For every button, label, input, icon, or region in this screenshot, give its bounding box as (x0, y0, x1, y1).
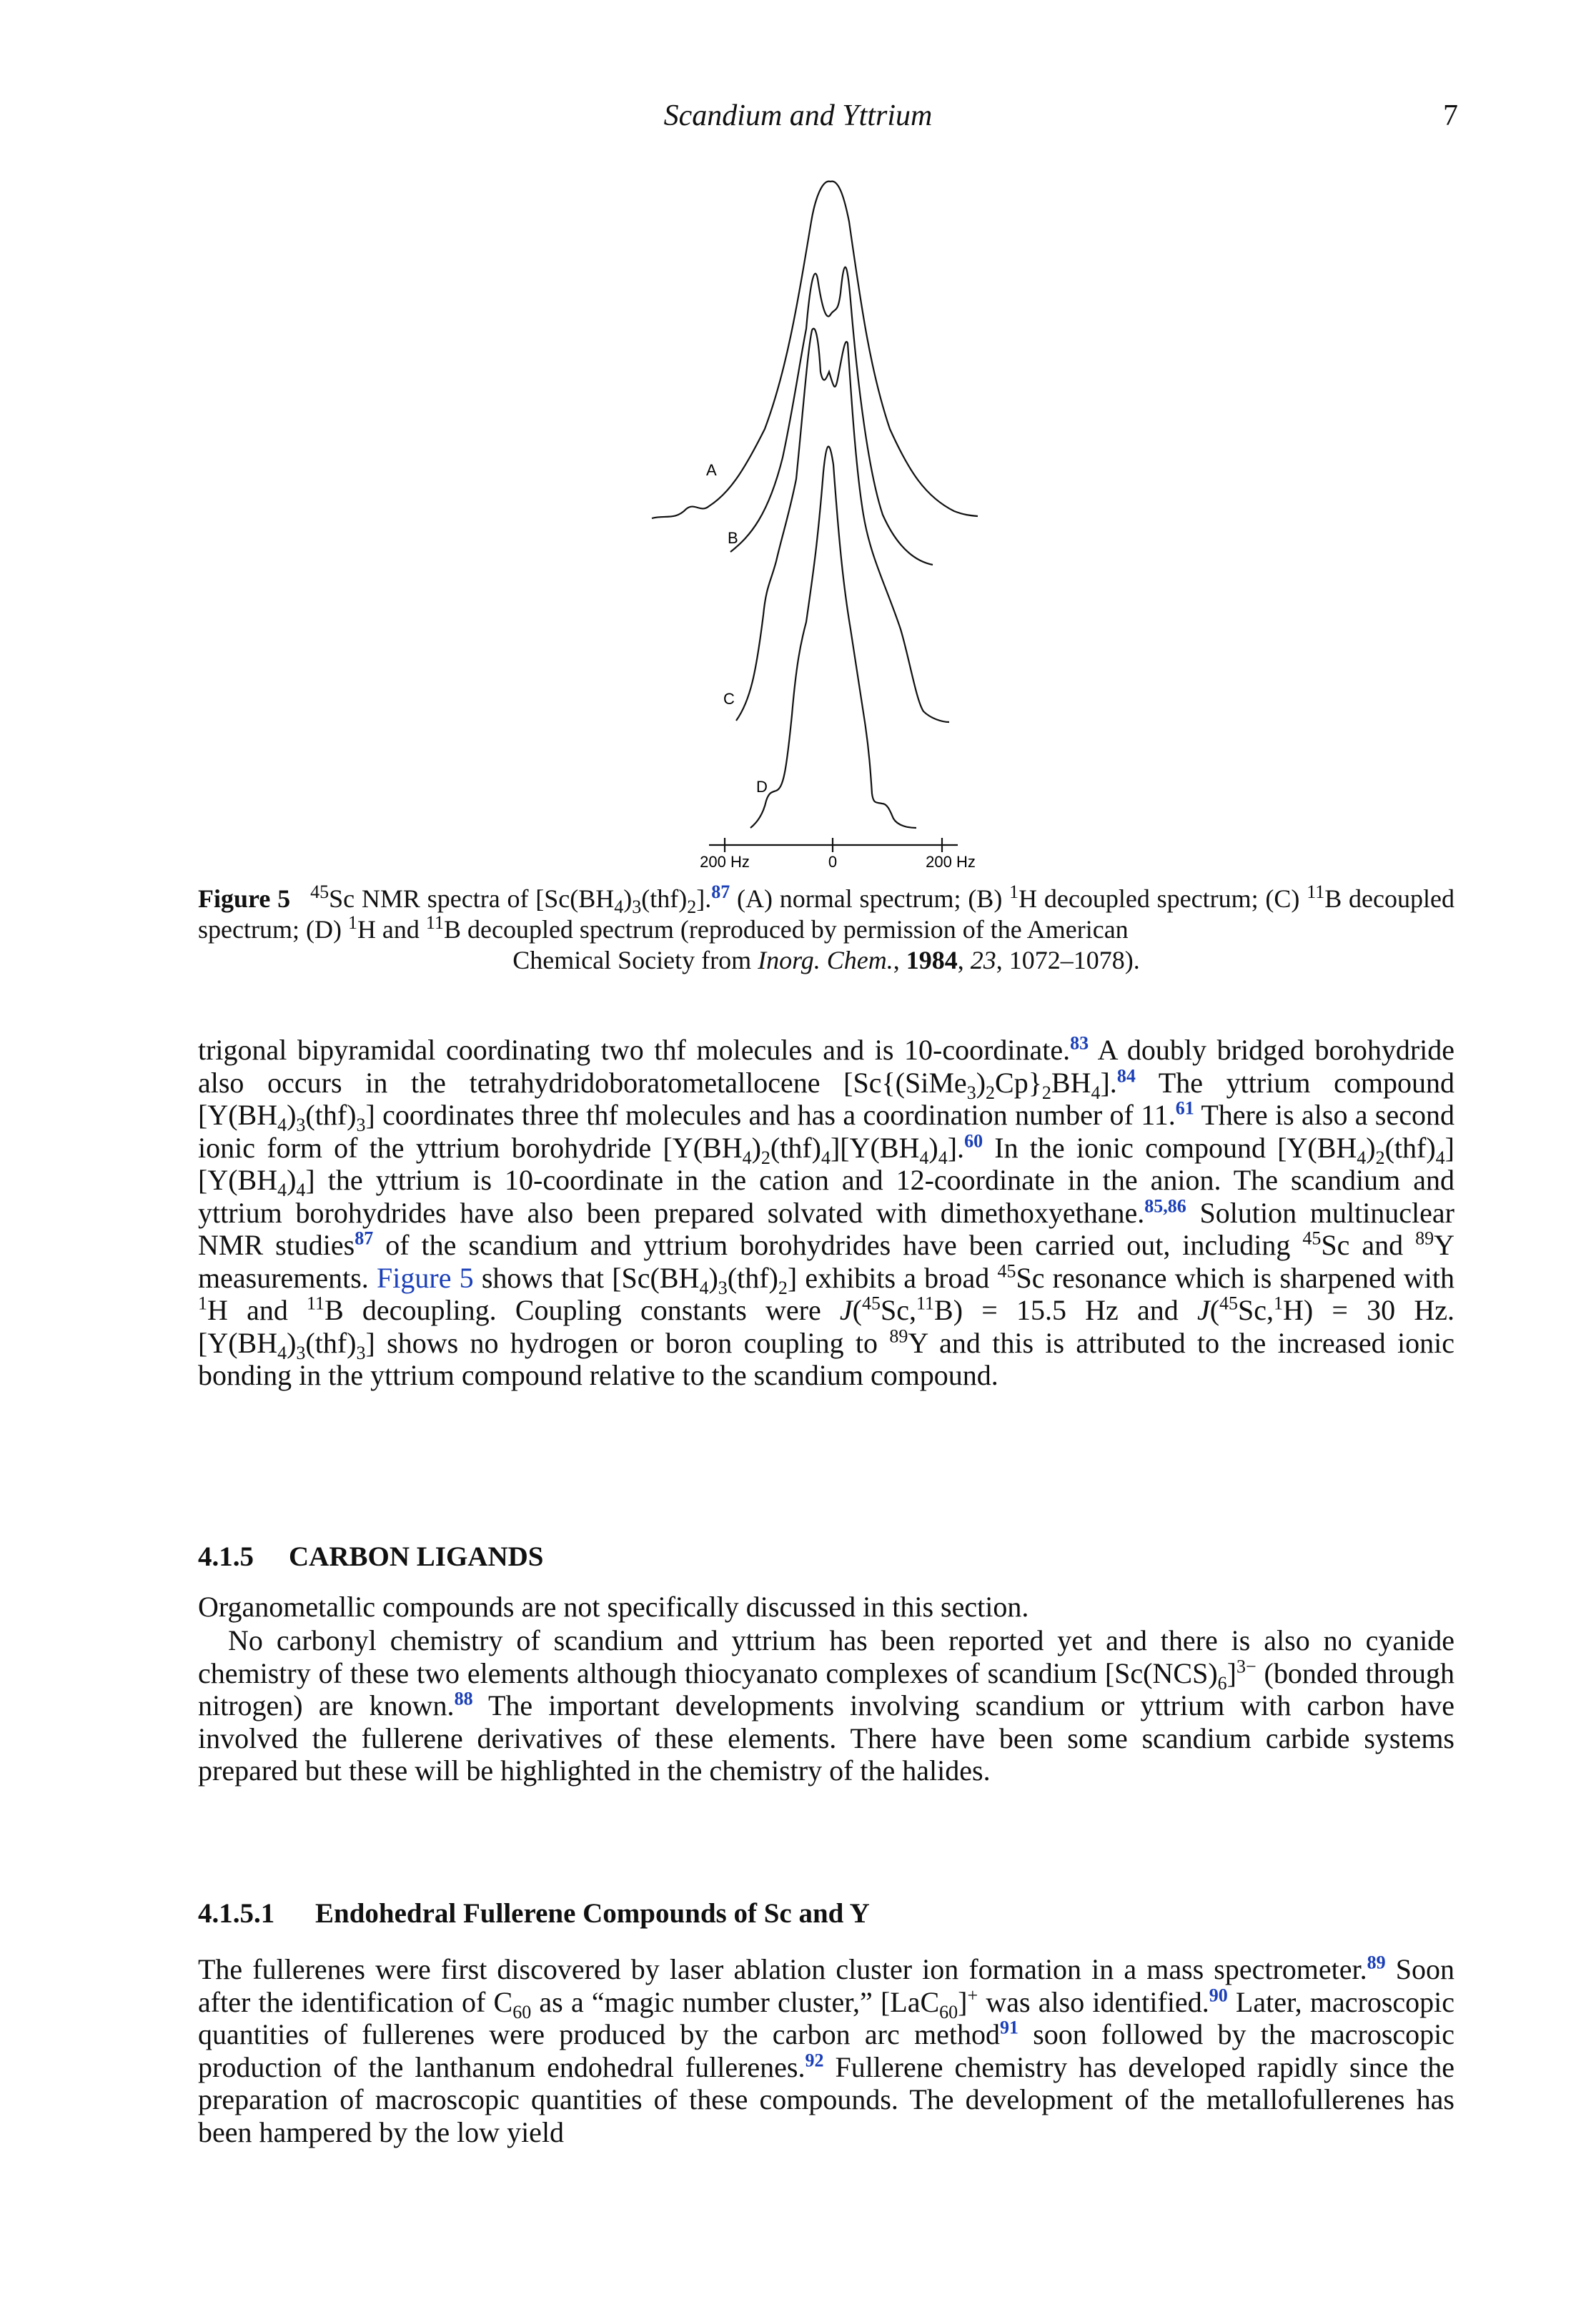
paragraph-organometallic: Organometallic compounds are not specifically discussed in this section. (198, 1591, 1029, 1623)
spectrum-d (750, 447, 916, 828)
page-number: 7 (1443, 99, 1458, 132)
section-heading-4-1-5: 4.1.5 CARBON LIGANDS (198, 1541, 544, 1572)
ref-link[interactable]: 88 (454, 1688, 473, 1709)
section-heading-4-1-5-1: 4.1.5.1 Endohedral Fullerene Compounds of Sc and Y (198, 1898, 870, 1929)
tick-label-right: 200 Hz (926, 853, 976, 871)
spectrum-b (730, 267, 933, 565)
ref-link[interactable]: 87 (355, 1227, 374, 1249)
ref-link[interactable]: 84 (1116, 1065, 1136, 1087)
ref-link[interactable]: 92 (805, 2050, 824, 2071)
tick-label-zero: 0 (828, 853, 838, 871)
figure-5-link[interactable]: Figure 5 (377, 1261, 474, 1294)
label-c: C (723, 690, 735, 708)
spectrum-c (736, 329, 949, 722)
ref-link[interactable]: 85,86 (1144, 1195, 1186, 1217)
ref-link[interactable]: 91 (999, 2017, 1018, 2038)
label-b: B (728, 529, 738, 547)
nmr-spectra-plot (643, 172, 1015, 879)
label-d: D (756, 778, 768, 796)
figure-label: Figure 5 (198, 884, 291, 913)
ref-link[interactable]: 61 (1175, 1097, 1194, 1119)
nmr-spectra-figure (643, 172, 1015, 879)
running-head: Scandium and Yttrium (663, 99, 933, 132)
figure-caption: Figure 5 $^{45}$Sc NMR spectra of $[Sc(BH_4)_3(thf)_2].^{87}$ (A) normal spectrum; (B) $^1$H decoupled spectrum; (C) $^{11}$B decoupled spectrum; (D) $^1$H and $^{11}$B decoupled spectrum (reproduced by permission of the American Chemical Society from Inorg. Chem., 1984, 23, 1072–1078). (198, 881, 1454, 974)
tick-label-left: 200 Hz (700, 853, 750, 871)
spectrum-a (652, 182, 978, 518)
paragraph-borohydrides: trigonal bipyramidal coordinating two thf molecules and is 10-coordinate.$^{83}$ A doubly bridged borohydride also occurs in the tetrahydridoboratometallocene $[Sc\{(SiMe_3)_2Cp\}_2BH_4].^{84}$ The yttrium compound $[Y(BH_4)_3(thf)_3]$ coordinates three thf molecules and has a coordination number of 11.61 There is also a second ionic form of the yttrium borohydride $[Y(BH_4)_2(thf)_4][Y(BH_4)_4].^{60}$ In the ionic compound $[Y(BH_4)_2(thf)_4][Y(BH_4)_4]$ the yttrium is 10-coordinate in the cation and 12-coordinate in the anion. The scandium and yttrium borohydrides have also been prepared solvated with dimethoxyethane.$^{85,86}$ Solution multinuclear NMR studies$^{87}$ of the scandium and yttrium borohydrides have been carried out, including $^{45}$Sc and $^{89}$Y measurements. Figure 5 shows that $[Sc(BH_4)_3(thf)_2]$ exhibits a broad $^{45}$Sc resonance which is sharpened with $^1$H and $^{11}$B decoupling. Coupling constants were J($^{45}$Sc,$^{11}$B) = 15.5 Hz and J($^{45}$Sc,$^1$H) = 30 Hz. $[Y(BH_4)_3(thf)_3]$ shows no hydrogen or boron coupling to $^{89}$Y and this is attributed to the increased ionic bonding in the yttrium compound relative to the scandium compound. (198, 1032, 1455, 1391)
paragraph-carbonyl: No carbonyl chemistry of scandium and yttrium has been reported yet and there is also no cyanide chemistry of these two elements although thiocyanato complexes of scandium $[Sc(NCS)_6]^{3-}$ (bonded through nitrogen) are known.$^{88}$ The important developments involving scandium or yttrium with carbon have involved the fullerene derivatives of these elements. There have been some scandium carbide systems prepared but these will be highlighted in the chemistry of the halides. (198, 1624, 1454, 1787)
label-a: A (706, 461, 717, 479)
ref-link[interactable]: 60 (964, 1130, 983, 1152)
ref-link[interactable]: 90 (1209, 1985, 1228, 2006)
ref-link[interactable]: 89 (1367, 1952, 1386, 1973)
ref-link[interactable]: 87 (711, 881, 730, 902)
ref-link[interactable]: 83 (1070, 1032, 1089, 1054)
paragraph-fullerenes: The fullerenes were first discovered by laser ablation cluster ion formation in a mass spectrometer.$^{89}$ Soon after the identification of $C_{60}$ as a “magic number cluster,” [LaC$_{60}$]+ was also identified.$^{90}$ Later, macroscopic quantities of fullerenes were produced by the carbon arc method$^{91}$ soon followed by the macroscopic production of the lanthanum endohedral fullerenes.$^{92}$ Fullerene chemistry has developed rapidly since the preparation of macroscopic quantities of these compounds. The development of the metallofullerenes has been hampered by the low yield (198, 1952, 1455, 2148)
